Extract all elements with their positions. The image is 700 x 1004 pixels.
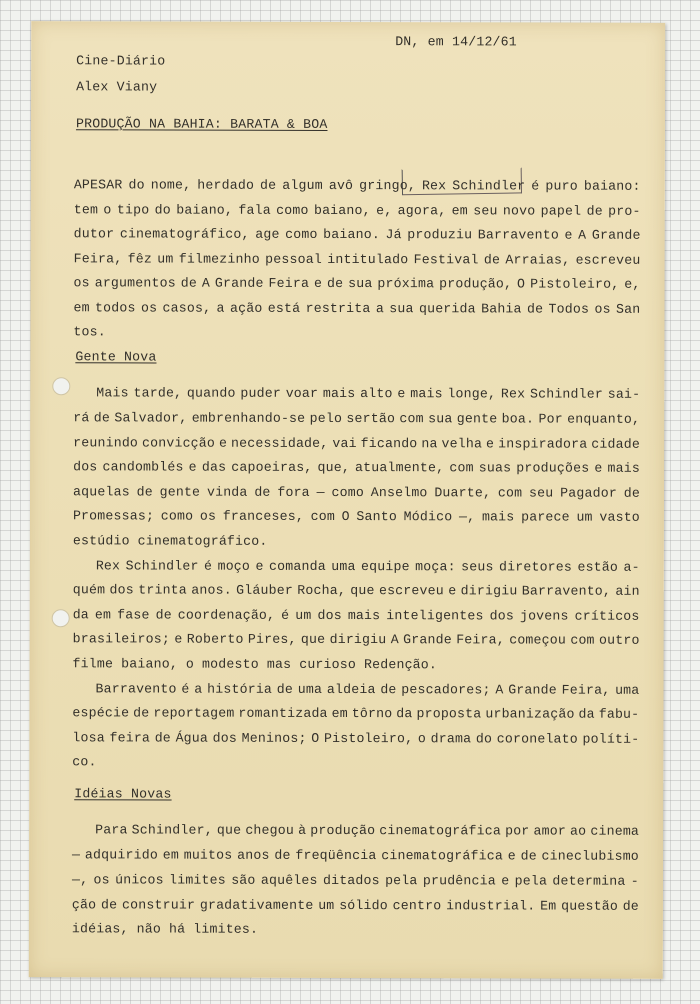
text-line: tem o tipo do baiano, fala como baiano, e, agora, em seu novo papel de pro- (73, 202, 641, 219)
text-line: — adquirido em muitos anos de freqüência cinematográfica e de cineclubismo (72, 847, 639, 864)
article-title: PRODUÇÃO NA BAHIA: BARATA & BOA (75, 116, 328, 132)
text-line: —, os únicos limites são aquêles ditados pela prudência e pela determina - (71, 872, 639, 889)
text-line: ção de construir gradativamente um sólido centro industrial. Em questão de (71, 897, 639, 914)
section-heading: Idéias Novas (74, 786, 172, 802)
typewritten-page (29, 21, 666, 979)
author-name: Alex Viany (76, 79, 158, 95)
column-name: Cine-Diário (76, 53, 166, 69)
punch-hole-top (52, 377, 70, 395)
text-line: losa feira de Água dos Meninos; O Pistoleiro, o drama do coronelato políti- (72, 730, 640, 747)
text-line: idéias, não há limites. (71, 921, 259, 937)
text-line: co. (72, 754, 97, 770)
date-line: DN, em 14/12/61 (395, 34, 517, 50)
text-line: da em fase de coordenação, é um dos mais inteligentes dos jovens críticos (72, 607, 640, 624)
text-line: rá de Salvador, embrenhando-se pelo sertão com sua gente boa. Por enquanto, (73, 410, 641, 427)
text-line: em todos os casos, a ação está restrita a sua querida Bahia de Todos os San (73, 300, 641, 317)
text-line: Feira, fêz um filmezinho pessoal intitulado Festival de Arraias, escreveu (73, 251, 641, 268)
text-line: estúdio cinematográfico. (72, 533, 268, 549)
text-line: espécie de reportagem romantizada em tôrno da proposta urbanização da fabu- (72, 705, 640, 722)
text-line: tos. (73, 324, 106, 340)
text-line: Rex Schindler é moço e comanda uma equipe moça: seus diretores estão a- (95, 558, 640, 575)
text-line: Para Schindler, que chegou à produção cinematográfica por amor ao cinema (95, 822, 640, 839)
text-line: brasileiros; e Roberto Pires, que dirigiu A Grande Feira, começou com outro (72, 631, 640, 648)
text-line: Promessas; como os franceses, com O Santo Módico —, mais parece um vasto (72, 508, 640, 525)
text-line: quém dos trinta anos. Gláuber Rocha, que escreveu e dirigiu Barravento, ain (72, 582, 640, 599)
punch-hole-bottom (52, 609, 70, 627)
text-line: os argumentos de A Grande Feira e de sua próxima produção, O Pistoleiro, e, (73, 275, 641, 292)
text-line: dutor cinematográfico, age como baiano. Já produziu Barravento e A Grande (73, 226, 641, 243)
text-line: filme baiano, o modesto mas curioso Redenção. (72, 656, 438, 673)
section-heading: Gente Nova (75, 349, 157, 365)
text-line: reunindo convicção e necessidade, vai ficando na velha e inspiradora cidade (73, 435, 641, 452)
text-line: APESAR do nome, herdado de algum avô gringo, Rex Schindler é puro baiano: (73, 177, 641, 194)
text-line: Mais tarde, quando puder voar mais alto e mais longe, Rex Schindler sai- (96, 385, 641, 402)
text-line: dos candomblés e das capoeiras, que, atualmente, com suas produções e mais (73, 459, 641, 476)
text-line: aquelas de gente vinda de fora — como Anselmo Duarte, com seu Pagador de (73, 484, 640, 501)
text-line: Barravento é a história de uma aldeia de pescadores; A Grande Feira, uma (95, 681, 640, 698)
